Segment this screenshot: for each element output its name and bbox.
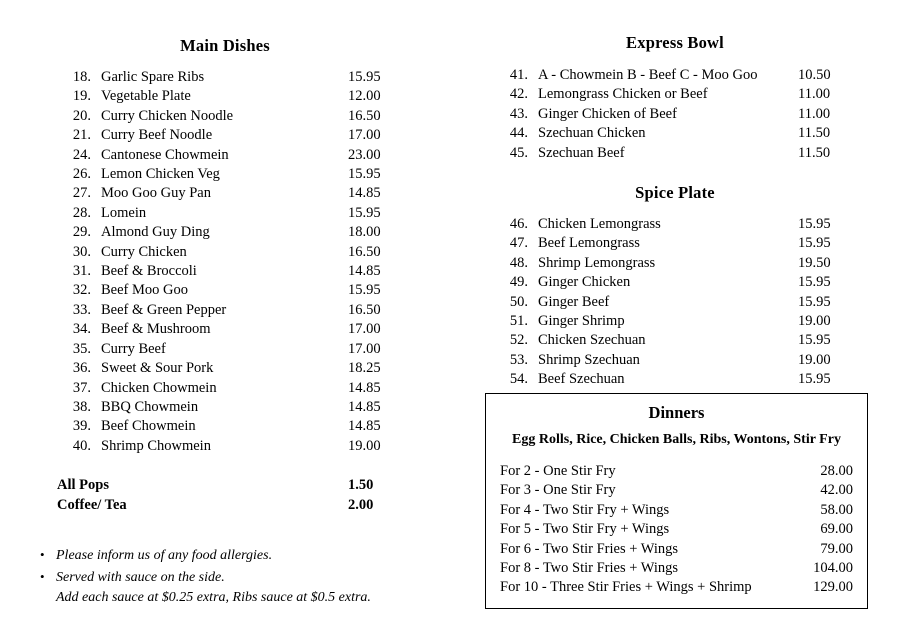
note-subtext: Add each sauce at $0.25 extra, Ribs sauce at $0.5 extra. (56, 590, 371, 606)
item-number: 46. (509, 216, 528, 233)
menu-item (498, 234, 852, 253)
item-name: Curry Beef Noodle (101, 127, 213, 144)
item-name: Garlic Spare Ribs (101, 69, 205, 85)
dinners-subtitle: Egg Rolls, Rice, Chicken Balls, Ribs, Wontons, Stir Fry (512, 432, 841, 447)
menu-item (57, 126, 402, 145)
menu-item (57, 281, 402, 300)
item-price: 14.85 (348, 185, 381, 202)
menu-item (57, 165, 402, 184)
item-price: 17.00 (348, 340, 381, 357)
menu-item (57, 184, 402, 203)
drink-row (57, 475, 402, 495)
item-name: Beef Szechuan (538, 371, 625, 388)
item-number: 54. (509, 371, 528, 388)
item-name: Shrimp Szechuan (538, 351, 640, 368)
item-number: 27. (72, 185, 91, 202)
item-number: 18. (72, 69, 91, 85)
item-name: Lomein (101, 204, 147, 221)
drinks-list (57, 475, 402, 515)
menu-item (57, 379, 402, 398)
item-name: A - Chowmein B - Beef C - Moo Goo (538, 67, 758, 83)
dinner-price: 129.00 (813, 579, 853, 596)
item-name: Ginger Shrimp (538, 313, 625, 330)
item-price: 23.00 (348, 146, 381, 163)
dinner-price: 28.00 (820, 463, 853, 479)
item-price: 15.95 (348, 166, 381, 183)
item-price: 15.95 (798, 293, 831, 310)
item-price: 15.95 (798, 332, 831, 349)
dinner-name: For 6 - Two Stir Fries + Wings (500, 540, 679, 557)
menu-item (57, 301, 402, 320)
item-number: 36. (72, 360, 91, 377)
item-price: 16.50 (348, 243, 381, 260)
item-number: 37. (72, 379, 91, 396)
menu-item (498, 254, 852, 273)
dinner-name: For 3 - One Stir Fry (500, 482, 616, 499)
item-number: 32. (72, 282, 91, 299)
dinner-price: 69.00 (820, 521, 853, 538)
menu-item (498, 351, 852, 370)
item-price: 19.00 (798, 313, 831, 330)
menu-item (498, 331, 852, 350)
bullet-icon: • (40, 568, 45, 584)
item-price: 11.00 (798, 105, 831, 122)
item-name: Ginger Chicken of Beef (538, 105, 677, 122)
dinner-item (500, 559, 853, 578)
item-price: 18.00 (348, 224, 381, 241)
dinner-price: 104.00 (813, 560, 853, 577)
menu-item (57, 87, 402, 106)
item-name: Ginger Beef (538, 293, 610, 310)
item-price: 14.85 (348, 418, 381, 435)
bullet-icon: • (40, 547, 45, 563)
item-name: Curry Chicken (101, 243, 187, 260)
item-number: 49. (509, 274, 528, 291)
menu-item (57, 243, 402, 262)
item-price: 15.95 (798, 274, 831, 291)
main-dishes-heading: Main Dishes (180, 36, 270, 55)
item-name: Curry Chicken Noodle (101, 107, 234, 124)
item-name: Beef Moo Goo (101, 282, 188, 299)
item-name: Vegetable Plate (101, 88, 191, 105)
item-number: 28. (72, 204, 91, 221)
item-name: Almond Guy Ding (101, 224, 210, 241)
menu-item (57, 398, 402, 417)
drink-row (57, 495, 402, 515)
main-dishes-list (57, 68, 402, 456)
item-price: 15.95 (798, 235, 831, 252)
note-text: Served with sauce on the side. (56, 569, 225, 585)
item-number: 35. (72, 340, 91, 357)
item-price: 18.25 (348, 360, 381, 377)
dinners-heading: Dinners (648, 403, 705, 422)
note-text: Please inform us of any food allergies. (56, 548, 273, 564)
item-price: 19.50 (798, 254, 831, 271)
menu-item (57, 320, 402, 339)
dinner-item (500, 540, 853, 559)
item-name: Chicken Lemongrass (538, 216, 661, 233)
item-name: Moo Goo Guy Pan (101, 185, 211, 202)
item-price: 16.50 (348, 107, 381, 124)
dinner-name: For 8 - Two Stir Fries + Wings (500, 560, 679, 577)
item-number: 30. (72, 243, 91, 260)
menu-item (498, 85, 852, 104)
menu-item (57, 223, 402, 242)
menu-item (57, 68, 402, 87)
item-name: Shrimp Chowmein (101, 437, 211, 454)
item-number: 42. (509, 86, 528, 103)
item-number: 39. (72, 418, 91, 435)
item-number: 31. (72, 263, 91, 280)
item-number: 34. (72, 321, 91, 338)
note-item (40, 567, 450, 589)
express-bowl-heading: Express Bowl (626, 33, 724, 52)
item-number: 40. (72, 437, 91, 454)
menu-item (57, 204, 402, 223)
item-price: 10.50 (798, 67, 831, 83)
dinner-item (500, 481, 853, 500)
drink-price: 2.00 (348, 497, 374, 514)
item-price: 15.95 (348, 69, 381, 85)
menu-item (498, 215, 852, 234)
item-price: 17.00 (348, 127, 381, 144)
dinner-item (500, 501, 853, 520)
menu-item (57, 417, 402, 436)
item-price: 14.85 (348, 398, 381, 415)
item-price: 16.50 (348, 301, 381, 318)
item-name: Lemon Chicken Veg (101, 166, 220, 183)
menu-item (57, 146, 402, 165)
item-name: Sweet & Sour Pork (101, 360, 214, 377)
item-price: 11.00 (798, 86, 831, 103)
item-name: Lemongrass Chicken or Beef (538, 86, 708, 103)
item-name: Shrimp Lemongrass (538, 254, 656, 271)
item-name: Cantonese Chowmein (101, 146, 229, 163)
item-number: 20. (72, 107, 91, 124)
item-number: 33. (72, 301, 91, 318)
express-bowl-list (498, 66, 852, 163)
item-price: 11.50 (798, 144, 831, 161)
item-name: Ginger Chicken (538, 274, 631, 291)
item-name: Beef Lemongrass (538, 235, 640, 252)
item-number: 47. (509, 235, 528, 252)
item-price: 19.00 (798, 351, 831, 368)
item-number: 29. (72, 224, 91, 241)
menu-item (57, 340, 402, 359)
item-name: Curry Beef (101, 340, 166, 357)
item-name: Beef & Green Pepper (101, 301, 227, 318)
item-name: Chicken Szechuan (538, 332, 646, 349)
drink-price: 1.50 (348, 477, 374, 494)
dinners-box (485, 393, 868, 609)
menu-item (498, 144, 852, 163)
menu-item (498, 273, 852, 292)
item-name: Beef & Broccoli (101, 263, 197, 280)
item-name: BBQ Chowmein (101, 398, 199, 415)
item-number: 26. (72, 166, 91, 183)
item-number: 51. (509, 313, 528, 330)
item-name: Beef Chowmein (101, 418, 196, 435)
menu-item (498, 66, 852, 85)
drink-name: All Pops (57, 477, 109, 494)
dinner-price: 79.00 (820, 540, 853, 557)
item-price: 15.95 (798, 371, 831, 388)
item-number: 48. (509, 254, 528, 271)
drink-name: Coffee/ Tea (57, 497, 127, 514)
dinner-name: For 10 - Three Stir Fries + Wings + Shrimp (500, 579, 752, 596)
menu-item (57, 107, 402, 126)
item-price: 11.50 (798, 125, 831, 142)
item-number: 44. (509, 125, 528, 142)
menu-item (57, 262, 402, 281)
dinner-name: For 4 - Two Stir Fry + Wings (500, 501, 670, 518)
dinner-item (500, 578, 853, 597)
item-price: 19.00 (348, 437, 381, 454)
item-price: 14.85 (348, 379, 381, 396)
item-name: Chicken Chowmein (101, 379, 217, 396)
item-number: 19. (72, 88, 91, 105)
spice-plate-heading: Spice Plate (635, 183, 715, 203)
item-price: 15.95 (348, 282, 381, 299)
spice-plate-list (498, 215, 852, 390)
item-number: 45. (509, 144, 528, 161)
item-number: 53. (509, 351, 528, 368)
item-number: 52. (509, 332, 528, 349)
item-number: 21. (72, 127, 91, 144)
dinner-item (500, 520, 853, 539)
item-price: 17.00 (348, 321, 381, 338)
item-price: 12.00 (348, 88, 381, 105)
item-number: 41. (509, 67, 528, 83)
right-column (450, 0, 900, 623)
menu-item (57, 359, 402, 378)
menu-item (57, 437, 402, 456)
item-price: 15.95 (798, 216, 831, 233)
item-number: 38. (72, 398, 91, 415)
item-price: 14.85 (348, 263, 381, 280)
item-name: Szechuan Chicken (538, 125, 646, 142)
item-name: Beef & Mushroom (101, 321, 211, 338)
note-item (40, 545, 450, 567)
item-number: 43. (509, 105, 528, 122)
item-number: 24. (72, 146, 91, 163)
menu-item (498, 124, 852, 143)
dinner-name: For 5 - Two Stir Fry + Wings (500, 521, 670, 538)
menu-item (498, 293, 852, 312)
menu-item (498, 105, 852, 124)
menu-item (498, 370, 852, 389)
dinner-item (500, 462, 853, 481)
dinner-price: 58.00 (820, 501, 853, 518)
dinner-price: 42.00 (820, 482, 853, 499)
dinners-list (486, 462, 867, 598)
menu-item (498, 312, 852, 331)
notes-section (40, 545, 450, 609)
item-name: Szechuan Beef (538, 144, 625, 161)
item-number: 50. (509, 293, 528, 310)
dinner-name: For 2 - One Stir Fry (500, 463, 616, 479)
item-price: 15.95 (348, 204, 381, 221)
